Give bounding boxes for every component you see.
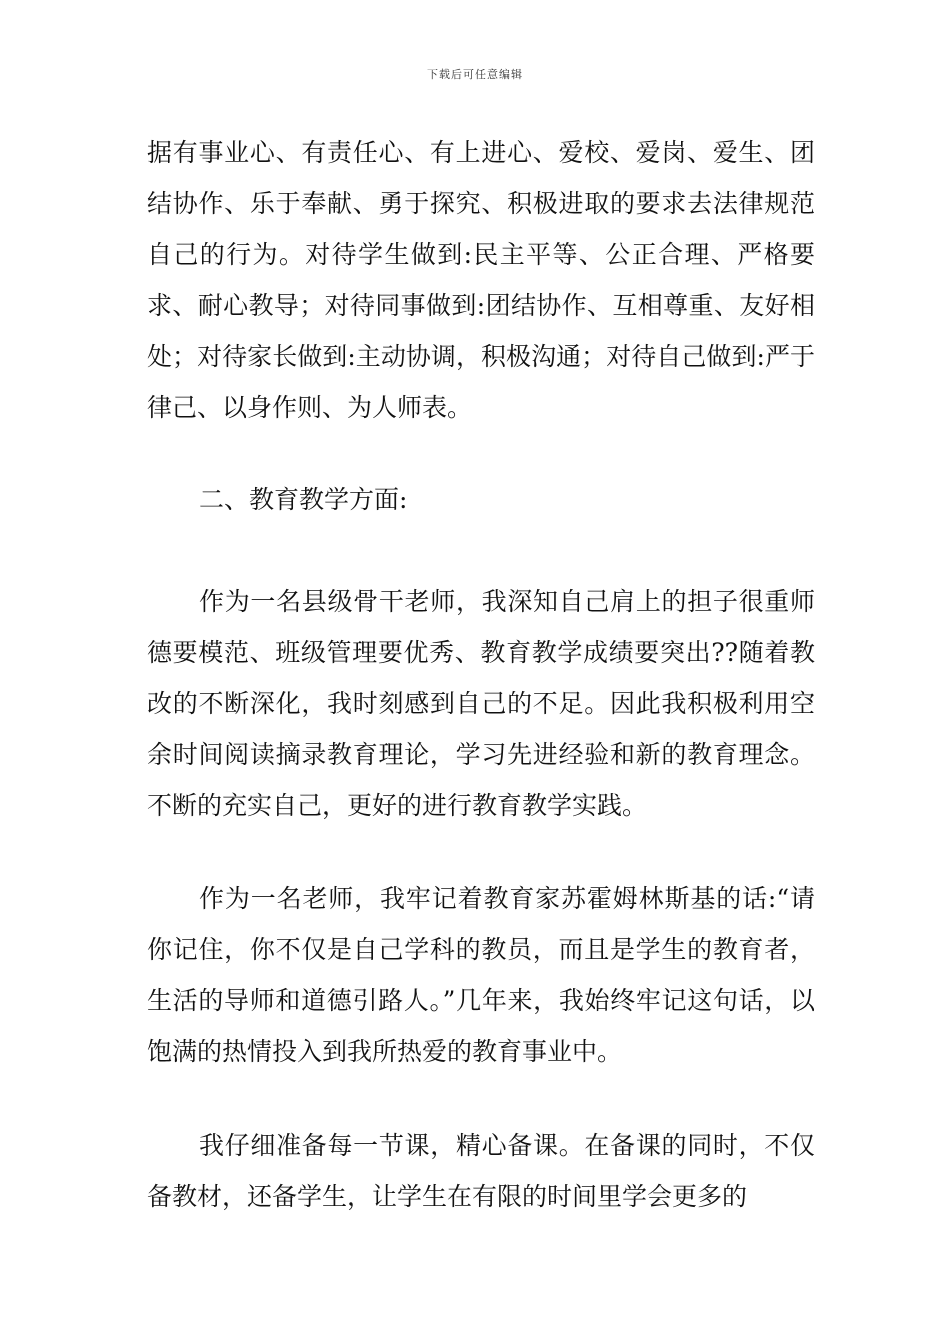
paragraph-sukhomlinsky-quote: 作为一名老师，我牢记着教育家苏霍姆林斯基的话:“请你记住，你不仅是自己学科的教员，而且是学生的教育者，生活的导师和道德引路人。”几年来，我始终牢记这句话，以饱满的热情投入到我所热爱的教育事业中。 (147, 884, 815, 1066)
paragraph-backbone-teacher: 作为一名县级骨干老师，我深知自己肩上的担子很重师德要模范、班级管理要优秀、教育教学成绩要突出??随着教改的不断深化，我时刻感到自己的不足。因此我积极利用空余时间阅读摘录教育理论，学习先进经验和新的教育理念。不断的充实自己，更好的进行教育教学实践。 (147, 587, 815, 820)
paragraph-continuation: 据有事业心、有责任心、有上进心、爱校、爱岗、爱生、团结协作、乐于奉献、勇于探究、积极进取的要求去法律规范自己的行为。对待学生做到:民主平等、公正合理、严格要求、耐心教导；对待同事做到:团结协作、互相尊重、友好相处；对待家长做到:主动协调，积极沟通；对待自己做到:严于律己、以身作则、为人师表。 (147, 138, 815, 422)
section-heading: 二、教育教学方面: (199, 485, 408, 514)
page-header-note: 下载后可任意编辑 (427, 68, 523, 81)
paragraph-lesson-preparation: 我仔细准备每一节课，精心备课。在备课的同时，不仅备教材，还备学生，让学生在有限的时间里学会更多的 (147, 1131, 815, 1211)
